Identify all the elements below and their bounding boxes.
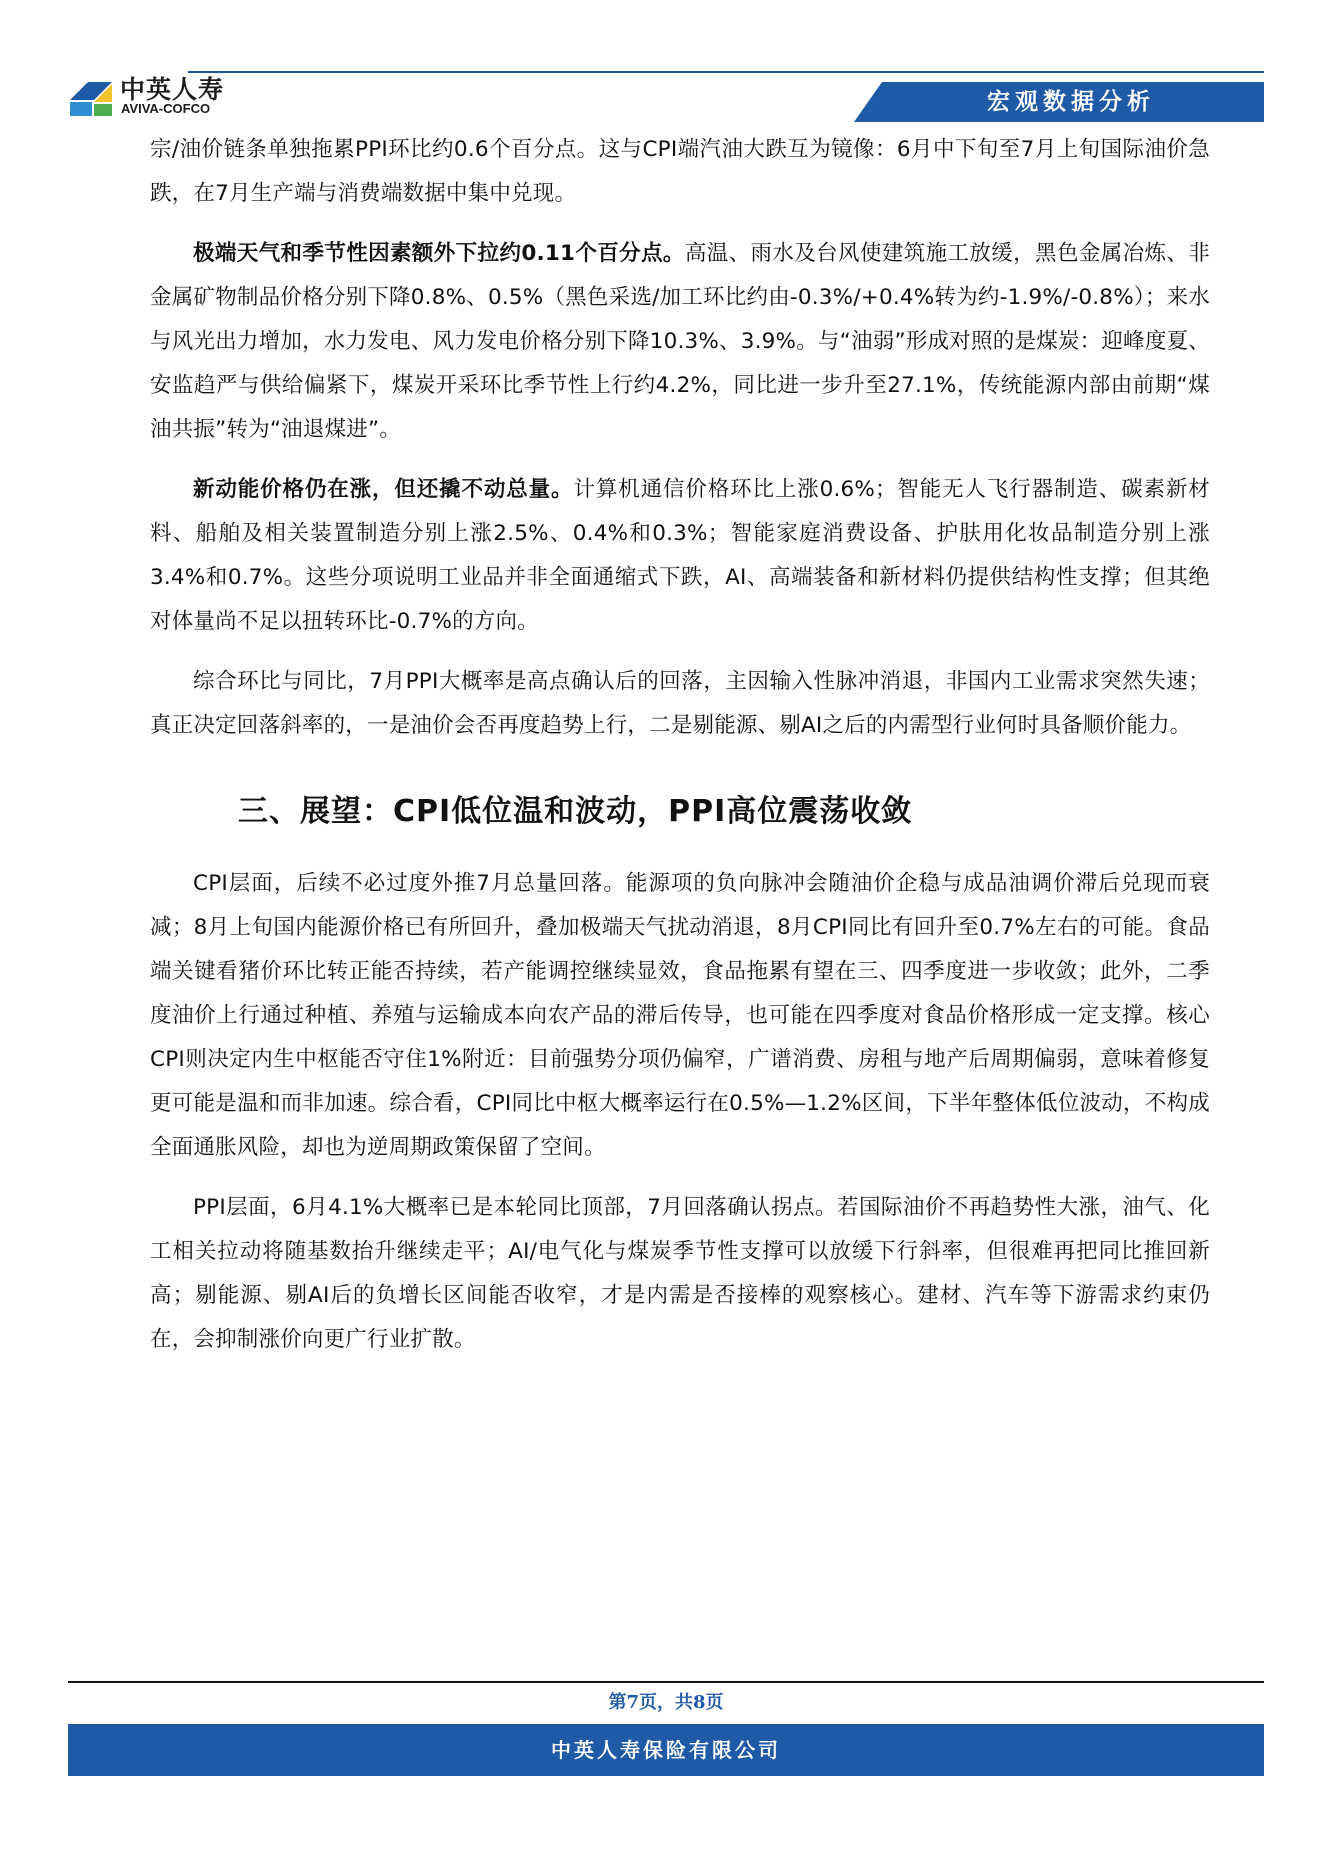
paragraph-ppi-outlook: PPI层面，6月4.1%大概率已是本轮同比顶部，7月回落确认拐点。若国际油价不再趋势性大涨，油气、化工相关拉动将随基数抬升继续走平；AI/电气化与煤炭季节性支撑可以放缓下行斜率，但很难再把同比推回新高；剔能源、剔AI后的负增长区间能否收窄，才是内需是否接棒的观察核心。建材、汽车等下游需求约束仍在，会抑制涨价向更广行业扩散。: [150, 1195, 1210, 1352]
footer-rule: [68, 1681, 1264, 1683]
section-title: 宏观数据分析: [987, 89, 1155, 115]
page-header: [68, 62, 1264, 122]
footer-band: [68, 1724, 1264, 1776]
section-heading-outlook: 三、展望：CPI低位温和波动，PPI高位震荡收敛: [238, 794, 913, 829]
footer-company-name: 中英人寿保险有限公司: [551, 1738, 781, 1762]
company-logo: [68, 68, 228, 124]
paragraph-ppi-summary: 综合环比与同比，7月PPI大概率是高点确认后的回落，主因输入性脉冲消退，非国内工业需求突然失速；真正决定回落斜率的，一是油价会否再度趋势上行，二是剔能源、剔AI之后的内需型行业何时具备顺价能力。: [150, 669, 1210, 738]
header-rule: [188, 71, 1264, 73]
paragraph-extreme-weather: [150, 232, 1210, 452]
paragraph-new-momentum: [150, 468, 1210, 644]
paragraph-cpi-outlook: CPI层面，后续不必过度外推7月总量回落。能源项的负向脉冲会随油价企稳与成品油调价滞后兑现而衰减；8月上旬国内能源价格已有所回升，叠加极端天气扰动消退，8月CPI同比有回升至0.7%左右的可能。食品端关键看猪价环比转正能否持续，若产能调控继续显效，食品拖累有望在三、四季度进一步收敛；此外，二季度油价上行通过种植、养殖与运输成本向农产品的滞后传导，也可能在四季度对食品价格形成一定支撑。核心CPI则决定内生中枢能否守住1%附近：目前强势分项仍偏窄，广谱消费、房租与地产后周期偏弱，意味着修复更可能是温和而非加速。综合看，CPI同比中枢大概率运行在0.5%—1.2%区间，下半年整体低位波动，不构成全面通胀风险，却也为逆周期政策保留了空间。: [150, 871, 1210, 1160]
aviva-cofco-logo-icon: [68, 74, 114, 118]
document-body: [150, 128, 1210, 1378]
paragraph-oil-chain: 宗/油价链条单独拖累PPI环比约0.6个百分点。这与CPI端汽油大跌互为镜像：6月中下旬至7月上旬国际油价急跌，在7月生产端与消费端数据中集中兑现。: [150, 137, 1210, 206]
page-number: 第7页，共8页: [608, 1692, 724, 1713]
paragraph-lead-extreme-weather: 极端天气和季节性因素额外下拉约0.11个百分点。: [193, 241, 685, 266]
paragraph-text-extreme-weather: 高温、雨水及台风使建筑施工放缓，黑色金属冶炼、非金属矿物制品价格分别下降0.8%、0.5%（黑色采选/加工环比约由-0.3%/+0.4%转为约-1.9%/-0.8%）；来水与风光出力增加，水力发电、风力发电价格分别下降10.3%、3.9%。与“油弱”形成对照的是煤炭：迎峰度夏、安监趋严与供给偏紧下，煤炭开采环比季节性上行约4.2%，同比进一步升至27.1%，传统能源内部由前期“煤油共振”转为“油退煤进”。: [150, 241, 1210, 442]
logo-english-name: AVIVA-COFCO: [121, 101, 211, 116]
paragraph-text-new-momentum: 计算机通信价格环比上涨0.6%；智能无人飞行器制造、碳素新材料、船舶及相关装置制造分别上涨2.5%、0.4%和0.3%；智能家庭消费设备、护肤用化妆品制造分别上涨3.4%和0.7%。这些分项说明工业品并非全面通缩式下跌，AI、高端装备和新材料仍提供结构性支撑；但其绝对体量尚不足以扭转环比-0.7%的方向。: [150, 477, 1211, 634]
paragraph-lead-new-momentum: 新动能价格仍在涨，但还撬不动总量。: [193, 477, 574, 502]
logo-chinese-name: 中英人寿: [120, 75, 225, 104]
